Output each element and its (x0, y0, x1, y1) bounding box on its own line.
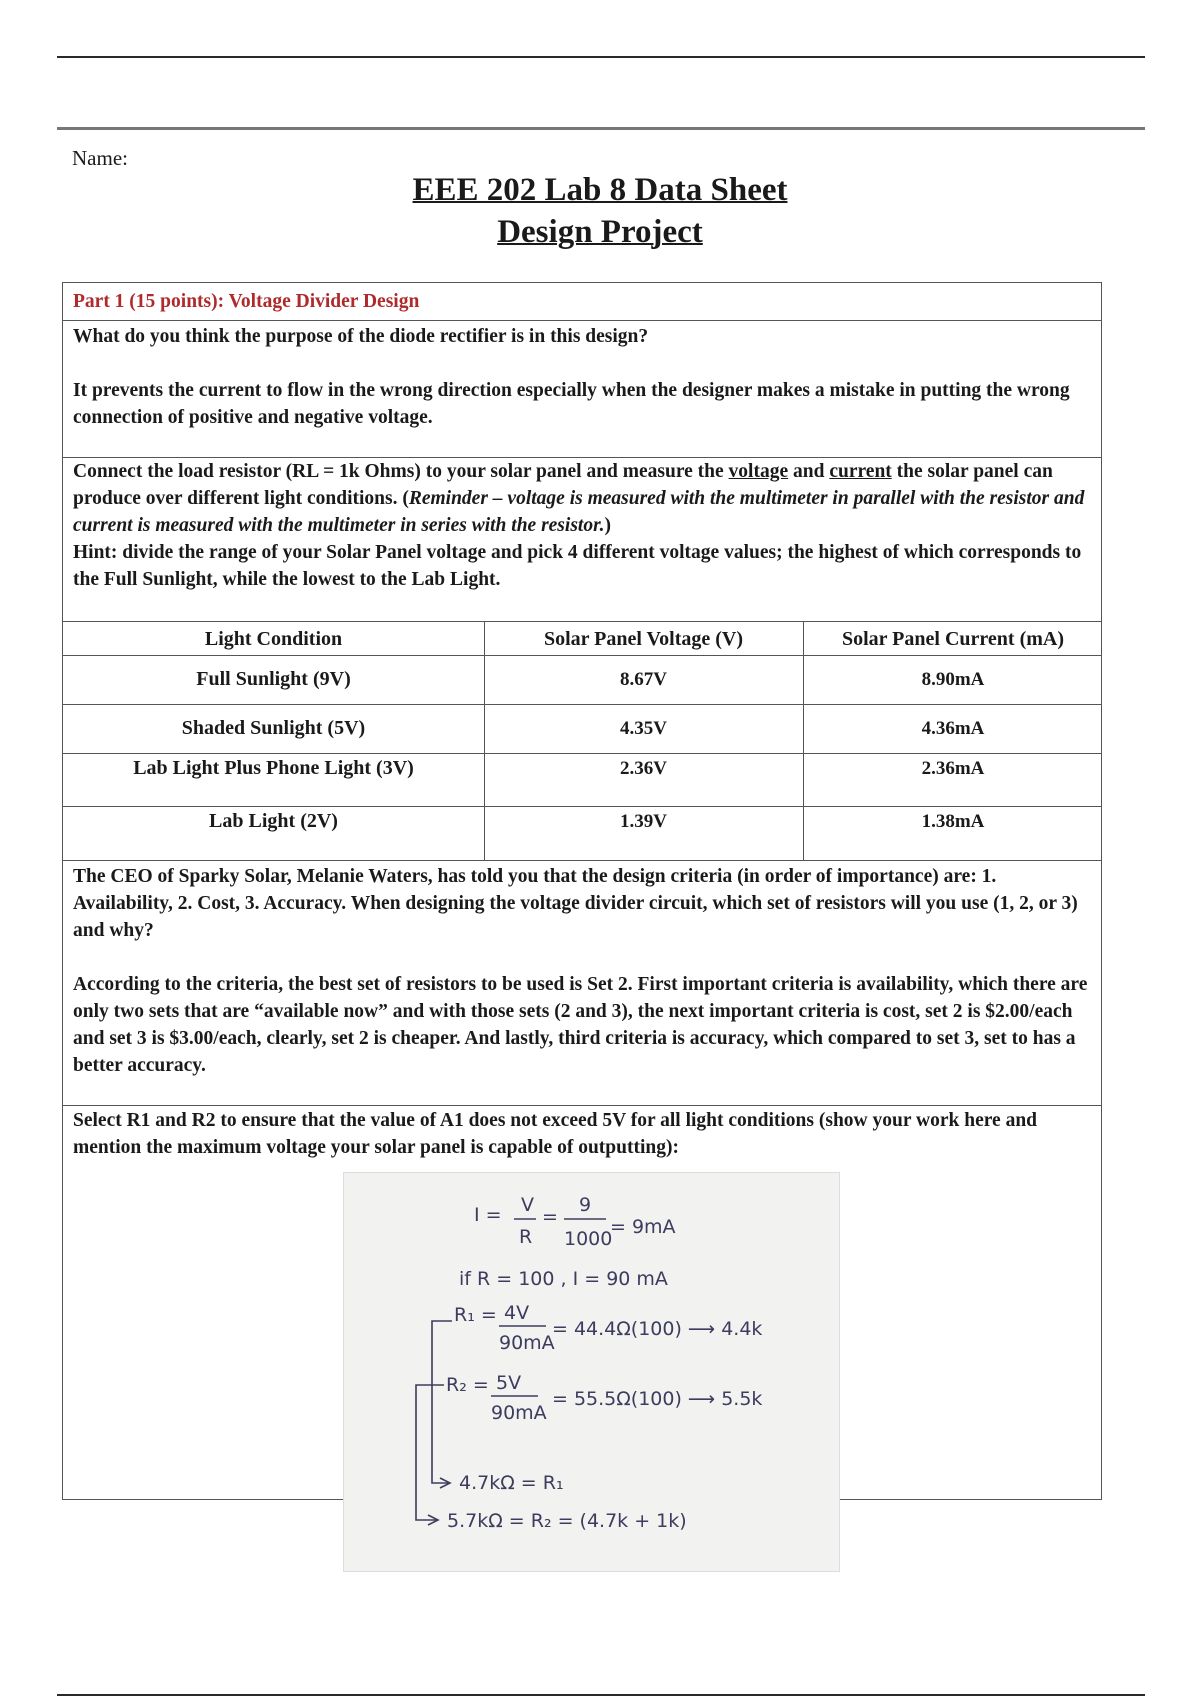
hint-text: Hint: divide the range of your Solar Panel voltage and pick 4 different voltage values; the highest of which corresponds to the Full Sunlight, while the lowest to the Lab Light. (73, 542, 1082, 590)
hw-r1-num: 4V (504, 1302, 530, 1324)
table-row-current: 4.36mA (921, 718, 985, 739)
part1-heading: Part 1 (15 points): Voltage Divider Design (73, 291, 420, 312)
hw-r2-rhs: = 55.5Ω(100) ⟶ 5.5k (552, 1388, 763, 1410)
row-divider (63, 806, 1101, 807)
hw-r1-den: 90mA (499, 1332, 555, 1354)
instr-text: Connect the load resistor (RL = 1k Ohms) to your solar panel and measure the (73, 461, 724, 482)
table-row-condition: Full Sunlight (9V) (196, 668, 351, 690)
hw-bracket-r2 (416, 1385, 444, 1520)
table-row-voltage: 1.39V (620, 811, 667, 832)
hw-r2-den: 90mA (491, 1402, 547, 1424)
top-rule (57, 56, 1145, 58)
hw-if-r-100: if R = 100 , I = 90 mA (459, 1268, 668, 1290)
measurement-instructions (73, 458, 1089, 593)
table-row-current: 8.90mA (921, 669, 985, 690)
hw-result-9ma: = 9mA (610, 1216, 676, 1238)
bottom-rule (57, 1694, 1145, 1696)
hw-eq: = (542, 1206, 558, 1228)
table-row-condition: Lab Light (2V) (209, 810, 338, 832)
col-header-condition: Light Condition (204, 628, 343, 650)
instr-text-b: the solar panel can produce over different light conditions. ( (73, 461, 1053, 509)
hw-num: 9 (579, 1194, 592, 1216)
reminder-text: Reminder – voltage is measured with the multimeter in parallel with the resistor and current is measured with the multimeter in series with the resistor. (73, 488, 1085, 536)
handwritten-work (344, 1173, 839, 1571)
question-resistor-set: The CEO of Sparky Solar, Melanie Waters, has told you that the design criteria (in order of importance) are: 1. Availability, 2. Cost, 3. Accuracy. When designing the voltage divider circuit, which set of resistors will you use (1, 2, or 3) and why? (73, 866, 1078, 941)
handwritten-work-photo (343, 1172, 840, 1572)
row-divider (63, 860, 1101, 861)
and-word: and (793, 461, 825, 482)
table-row-voltage: 4.35V (620, 718, 667, 739)
table-row-current: 1.38mA (921, 811, 985, 832)
row-divider (63, 320, 1101, 321)
hw-r: R (519, 1226, 533, 1248)
row-divider (63, 753, 1101, 754)
question-select-r1-r2: Select R1 and R2 to ensure that the value of A1 does not exceed 5V for all light conditions (show your work here and mention the maximum voltage your solar panel is capable of outputting): (73, 1110, 1038, 1158)
hw-r1-final: 4.7kΩ = R₁ (459, 1472, 564, 1494)
col-header-current: Solar Panel Current (mA) (841, 628, 1064, 650)
name-label: Name: (72, 146, 128, 170)
row-divider (63, 1105, 1101, 1106)
instr-text-c: ) (604, 515, 611, 536)
col-header-voltage: Solar Panel Voltage (V) (543, 628, 744, 650)
row-divider (63, 704, 1101, 705)
current-word: current (829, 461, 892, 482)
table-row-condition: Lab Light Plus Phone Light (3V) (133, 757, 414, 779)
table-row-voltage: 2.36V (620, 758, 667, 779)
row-divider (63, 621, 1101, 622)
table-row-current: 2.36mA (921, 758, 985, 779)
hw-v: V (521, 1194, 534, 1216)
hw-r1-lhs: R₁ = (454, 1304, 497, 1326)
voltage-word: voltage (728, 461, 789, 482)
hw-current-lhs: I = (474, 1204, 502, 1226)
table-row-voltage: 8.67V (620, 669, 667, 690)
hw-r1-rhs: = 44.4Ω(100) ⟶ 4.4k (552, 1318, 763, 1340)
hw-r2-lhs: R₂ = (446, 1374, 489, 1396)
hw-r2-num: 5V (496, 1372, 522, 1394)
answer-resistor-set: According to the criteria, the best set of resistors to be used is Set 2. First important criteria is availability, which there are only two sets that are “available now” and with those sets (2 and 3), the next important criteria is cost, set 2 is $2.00/each and set 3 is $3.00/each, clearly, set 2 is cheaper. And lastly, third criteria is accuracy, which compared to set 3, set to has a better accuracy. (73, 974, 1088, 1076)
document-title: EEE 202 Lab 8 Data Sheet (412, 172, 788, 208)
hw-den: 1000 (564, 1228, 613, 1250)
row-divider (63, 655, 1101, 656)
hw-bracket-r1 (432, 1321, 452, 1483)
answer-diode: It prevents the current to flow in the wrong direction especially when the designer makes a mistake in putting the wrong connection of positive and negative voltage. (73, 380, 1070, 428)
document-subtitle: Design Project (497, 214, 703, 250)
table-row-condition: Shaded Sunlight (5V) (181, 717, 366, 739)
question-diode: What do you think the purpose of the diode rectifier is in this design? (73, 326, 649, 347)
hw-r2-final: 5.7kΩ = R₂ = (4.7k + 1k) (447, 1510, 687, 1532)
header-rule (57, 127, 1145, 130)
